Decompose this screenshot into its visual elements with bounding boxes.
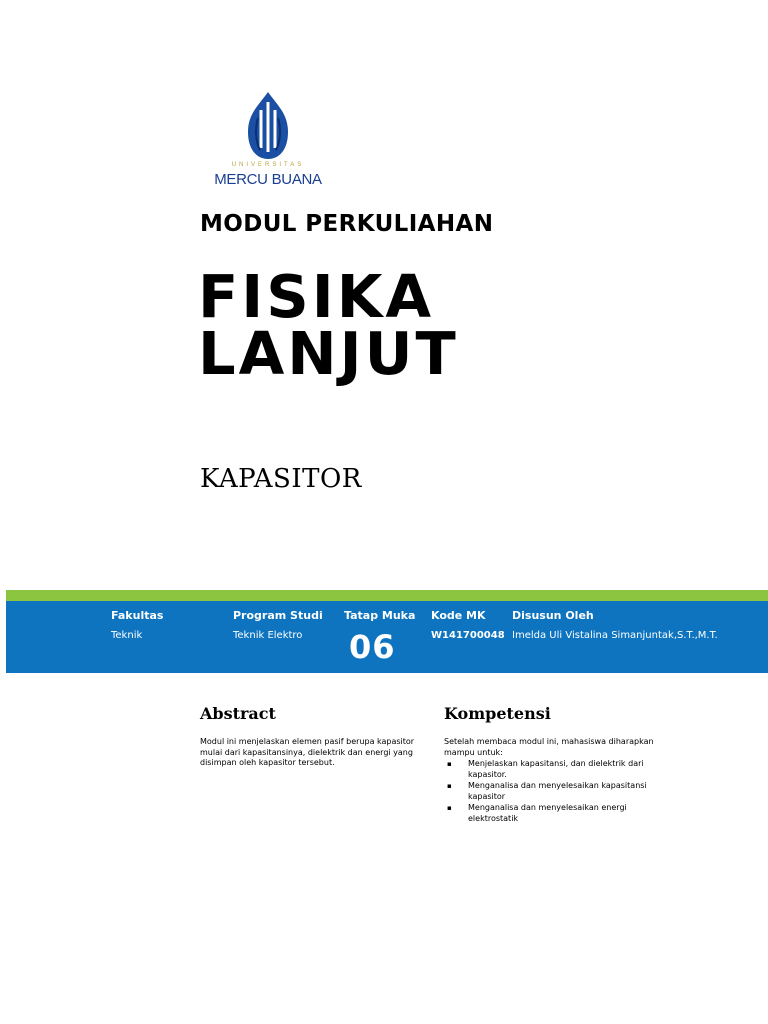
course-title-line-1: FISIKA — [198, 262, 435, 331]
meeting-number: 06 — [349, 628, 396, 666]
competency-body — [444, 737, 674, 825]
competency-title: Kompetensi — [444, 704, 551, 723]
bullet-icon: ▪ — [447, 782, 452, 790]
list-item — [444, 803, 674, 824]
logo-university-label: UNIVERSITAS — [231, 162, 305, 168]
abstract-body: Modul ini menjelaskan elemen pasif berupa kapasitor mulai dari kapasitansinya, dielektrik dan energi yang disimpan oleh kapasitor tersebut. — [200, 737, 415, 767]
author-label: Disusun Oleh — [512, 609, 594, 622]
list-item-text: Menganalisa dan menyelesaikan kapasitansi kapasitor — [468, 781, 647, 801]
course-code-label: Kode MK — [431, 609, 486, 622]
competency-intro: Setelah membaca modul ini, mahasiswa diharapkan mampu untuk: — [444, 737, 654, 757]
course-title — [198, 262, 459, 388]
faculty-value: Teknik — [111, 630, 143, 641]
course-code-value: W141700048 — [431, 630, 505, 641]
accent-strip — [6, 590, 768, 601]
module-label: MODUL PERKULIAHAN — [200, 211, 494, 237]
list-item-text: Menjelaskan kapasitansi, dan dielektrik dari kapasitor. — [468, 759, 644, 779]
author-value: Imelda Uli Vistalina Simanjuntak,S.T.,M.T. — [512, 630, 718, 641]
university-logo — [200, 88, 336, 198]
list-item-text: Menganalisa dan menyelesaikan energi elektrostatik — [468, 803, 627, 823]
list-item — [444, 759, 674, 780]
meeting-label: Tatap Muka — [344, 609, 416, 622]
course-title-line-2: LANJUT — [198, 319, 459, 388]
flame-logo-icon — [200, 88, 336, 162]
program-value: Teknik Elektro — [233, 630, 303, 641]
bullet-icon: ▪ — [447, 760, 452, 768]
program-label: Program Studi — [233, 609, 323, 622]
logo-university-name: MERCU BUANA — [214, 171, 322, 188]
faculty-label: Fakultas — [111, 609, 164, 622]
topic-title: KAPASITOR — [200, 464, 362, 494]
competency-list — [444, 759, 674, 824]
abstract-title: Abstract — [200, 704, 276, 723]
list-item — [444, 781, 674, 802]
bullet-icon: ▪ — [447, 804, 452, 812]
